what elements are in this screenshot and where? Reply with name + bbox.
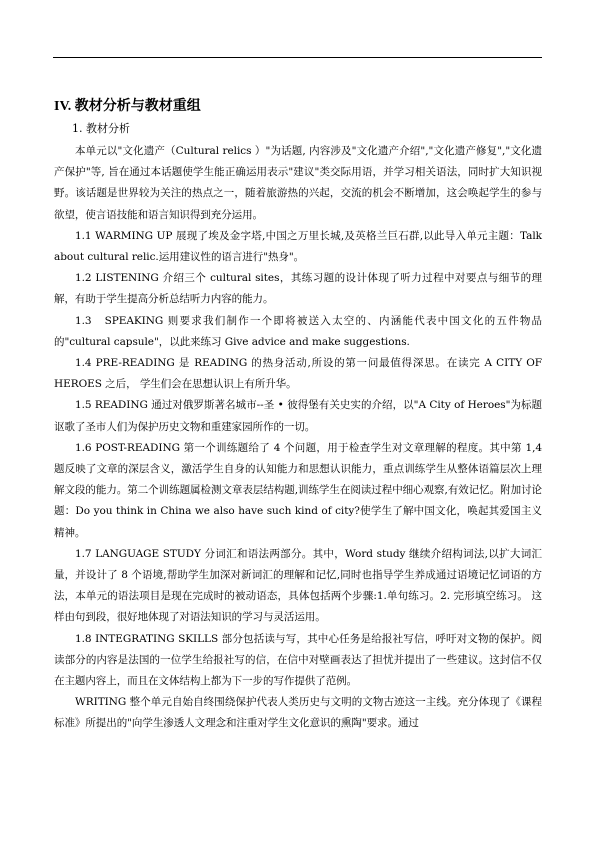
paragraph-pre-reading: 1.4 PRE-READING 是 READING 的热身活动,所设的第一问最值得深思。在读完 A CITY OF HEROES 之后， 学生们会在思想认识上有所升华。	[54, 357, 542, 391]
paragraph-writing: WRITING 整个单元自始自终围绕保护代表人类历史与文明的文物古迹这一主线。充分体现了《课程标准》所提出的"向学生渗透人文理念和注重对学生文化意识的熏陶"要求。通过	[54, 696, 542, 730]
paragraph-post-reading: 1.6 POST-READING 第一个训练题给了 4 个问题，用于检查学生对文章理解的程度。其中第 1,4 题反映了文章的深层含义，激活学生自身的认知能力和思想认识能力，重点训练学生从整体语篇层次上理解文段的能力。第二个训练题属检测文章表层结构题,训练学生在阅读过程中细心观察,有效记忆。附加讨论题：Do you think in China we also have such kind of city?使学生了解中国文化，唤起其爱国主义精神。	[54, 441, 542, 539]
subsection-title: 1. 教材分析	[72, 122, 130, 135]
paragraph-intro: 本单元以"文化遗产（Cultural relics ）"为话题, 内容涉及"文化遗产介绍","文化遗产修复","文化遗产保护"等, 旨在通过本话题使学生能正确运用表示"建议"类交际用语，并学习相关语法，同时扩大知识视野。该话题是世界较为关注的热点之一，随着旅游热的兴起，交流的机会不断增加，这会唤起学生的参与欲望，使言语技能和语言知识得到充分运用。	[54, 145, 542, 221]
paragraph-integrating-skills: 1.8 INTEGRATING SKILLS 部分包括读与写，其中心任务是给报社写信，呼吁对文物的保护。阅读部分的内容是法国的一位学生给报社写的信，在信中对壁画表达了担忧并提出了一些建议。这封信不仅在主题内容上，而且在文体结构上都为下一步的写作提供了范例。	[54, 632, 542, 688]
paragraph-language-study: 1.7 LANGUAGE STUDY 分词汇和语法两部分。其中，Word study 继续介绍构词法,以扩大词汇量，并设计了 8 个语境,帮助学生加深对新词汇的理解和记忆,同时也指导学生养成通过语境记忆词语的方法，本单元的语法项目是现在完成时的被动语态，具体包括两个步骤:1.单句练习。2. 完形填空练习。 这样由句到段，很好地体现了对语法知识的学习与灵活运用。	[54, 547, 542, 624]
paragraph-listening: 1.2 LISTENING 介绍三个 cultural sites，其练习题的设计体现了听力过程中对要点与细节的理解，有助于学生提高分析总结听力内容的能力。	[54, 272, 542, 306]
section-title: IV. 教材分析与教材重组	[54, 99, 201, 114]
paragraph-reading: 1.5 READING 通过对俄罗斯著名城市--圣 • 彼得堡有关史实的介绍，以"A City of Heroes"为标题讴歌了圣市人们为保护历史文物和重建家园所作的一切。	[54, 399, 542, 433]
paragraph-warming-up: 1.1 WARMING UP 展现了埃及金字塔,中国之万里长城,及英格兰巨石群,以此导入单元主题：Talk about cultural relic.运用建议性的语言进行"热身"。	[54, 229, 542, 264]
header-rule	[53, 57, 542, 58]
document-body	[54, 98, 542, 735]
paragraph-speaking: 1.3 SPEAKING 则要求我们制作一个即将被送入太空的、内涵能代表中国文化的五件物品的"cultural capsule"，以此来练习 Give advice and make suggestions.	[54, 314, 542, 348]
